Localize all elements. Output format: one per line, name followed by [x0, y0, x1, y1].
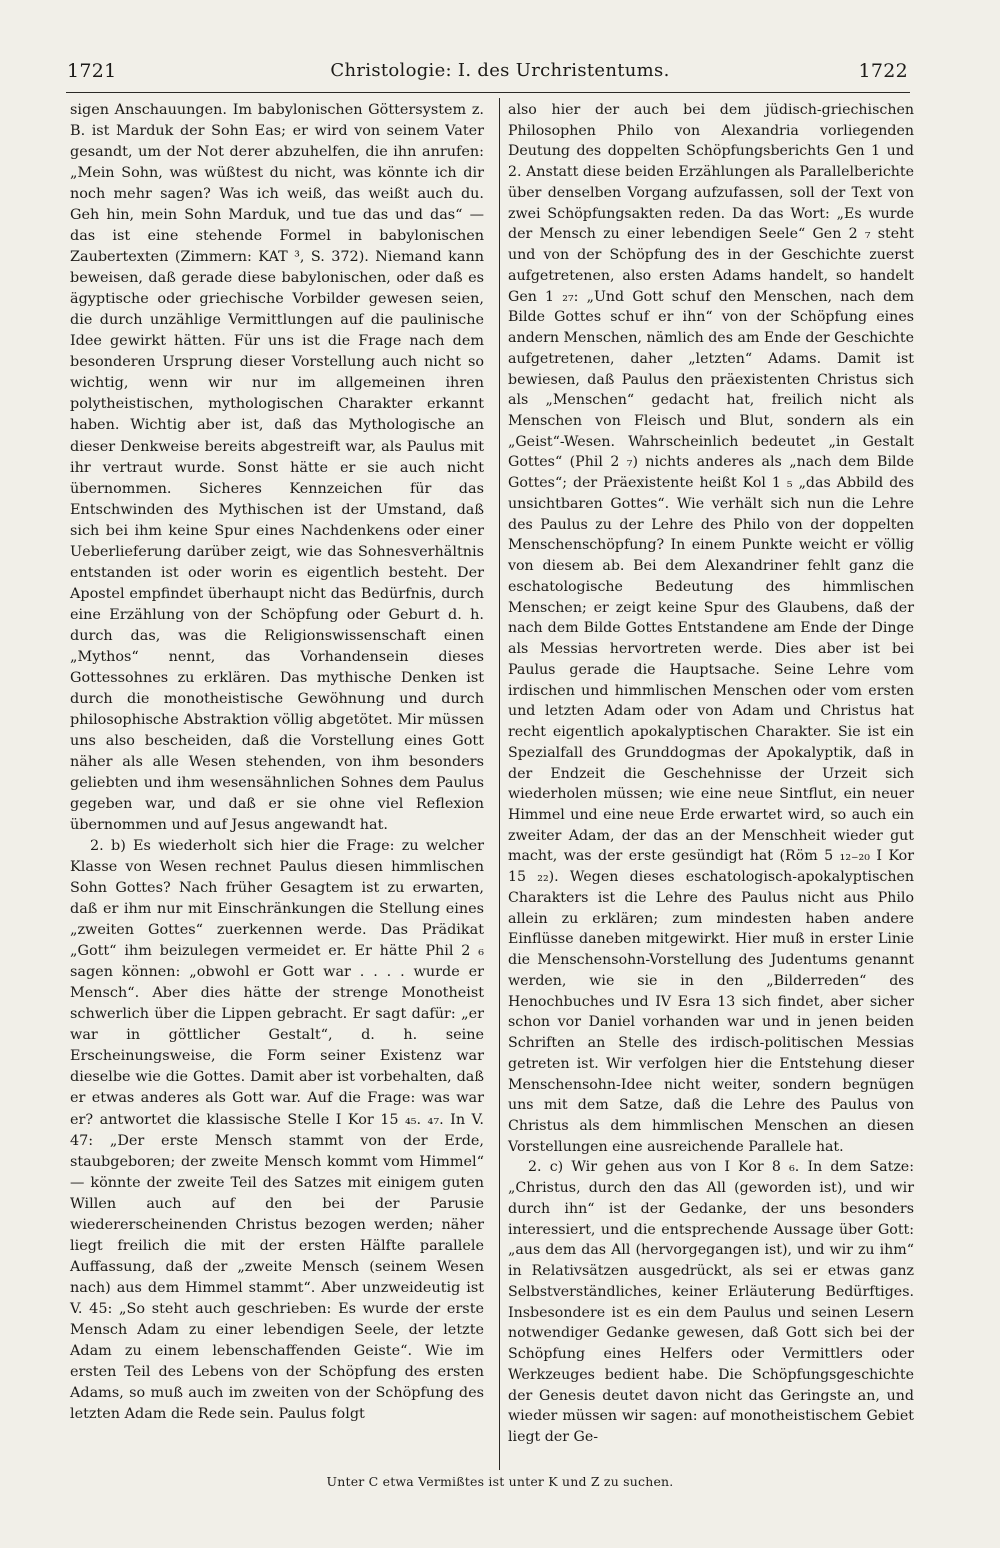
right-paragraph-1: also hier der auch bei dem jüdisch-griechischen Philosophen Philo von Alexandria vorliegenden Deutung des doppelten Schöpfungsberichts Gen 1 und 2. Anstatt diese beiden Erzählungen als Parallelberichte über denselben Vorgang aufzufassen, soll der Text von zwei Schöpfungsakten reden. Da das Wort: „Es wurde der Mensch zu einer lebendigen Seele“ Gen 2 ₇ steht und von der Schöpfung des in der Geschichte zuerst aufgetretenen, also ersten Adams handelt, so handelt Gen 1 ₂₇: „Und Gott schuf den Menschen, nach dem Bilde Gottes schuf er ihn“ von der Schöpfung eines andern Menschen, nämlich des am Ende der Geschichte aufgetretenen, daher „letzten“ Adams. Damit ist bewiesen, daß Paulus den präexistenten Christus sich als „Menschen“ gedacht hat, freilich nicht als Menschen von Fleisch und Blut, sondern als ein „Geist“-Wesen. Wahrscheinlich bedeutet „in Gestalt Gottes“ (Phil 2 ₇) nichts anderes als „nach dem Bilde Gottes“; der Präexistente heißt Kol 1 ₅ „das Abbild des unsichtbaren Gottes“. Wie verhält sich nun die Lehre des Paulus zu der Lehre des Philo von der doppelten Menschenschöpfung? In einem Punkte weicht er völlig von diesem ab. Bei dem Alexandriner fehlt ganz die eschatologische Bedeutung des himmlischen Menschen; er zeigt keine Spur des Glaubens, daß der nach dem Bilde Gottes Entstandene am Ende der Dinge als Messias hervortreten werde. Dies aber ist bei Paulus gerade die Hauptsache. Seine Lehre vom irdischen und himmlischen Menschen oder vom ersten und letzten Adam oder von Adam und Christus hat recht eigentlich apokalyptischen Charakter. Sie ist ein Spezialfall des Grunddogmas der Apokalyptik, daß in der Endzeit die Geschehnisse der Urzeit sich wiederholen müssen; wie eine neue Sintflut, ein neuer Himmel und eine neue Erde erwartet wird, so auch ein zweiter Adam, der das an der Menschheit wieder gut macht, was der erste gesündigt hat (Röm 5 ₁₂₋₂₀ I Kor 15 ₂₂). Wegen dieses eschatologisch-apokalyptischen Charakters ist die Lehre des Paulus nicht aus Philo allein zu erklären; zum mindesten haben andere Einflüsse daneben mitgewirkt. Hier muß in erster Linie die Menschensohn-Vorstellung des Judentums genannt werden, wie sie in den „Bilderreden“ des Henochbuches und IV Esra 13 sich findet, aber sicher schon vor Daniel vorhanden war und in jenen beiden Schriften an Stelle des irdisch-politischen Messias getreten ist. Wir verfolgen hier die Entstehung dieser Menschensohn-Idee nicht weiter, sondern begnügen uns mit dem Satze, daß die Lehre des Paulus von Christus als dem himmlischen Menschen an diesen Vorstellungen eine ausreichende Parallele hat. [508, 102, 914, 1155]
page-number-left: 1721 [67, 60, 117, 82]
left-paragraph-2: 2. b) Es wiederholt sich hier die Frage: zu welcher Klasse von Wesen rechnet Paulus diesen himmlischen Sohn Gottes? Nach früher Gesagtem ist zu erwarten, daß er ihm nur mit Einschränkungen die Stellung eines „zweiten Gottes“ zuerkennen werde. Das Prädikat „Gott“ ihm beizulegen vermeidet er. Er hätte Phil 2 ₆ sagen können: „obwohl er Gott war . . . . wurde er Mensch“. Aber dies hätte der strenge Monotheist schwerlich über die Lippen gebracht. Er sagt dafür: „er war in göttlicher Gestalt“, d. h. seine Erscheinungsweise, die Form seiner Existenz war dieselbe wie die Gottes. Damit aber ist vorbehalten, daß er etwas anderes als Gott war. Auf die Frage: was war er? antwortet die klassische Stelle I Kor 15 ₄₅. ₄₇. In V. 47: „Der erste Mensch stammt von der Erde, staubgeboren; der zweite Mensch kommt vom Himmel“ — könnte der zweite Teil des Satzes mit einigem guten Willen auch auf den bei der Parusie wiedererscheinenden Christus bezogen werden; näher liegt freilich die mit der ersten Hälfte parallele Auffassung, daß der „zweite Mensch (seinem Wesen nach) aus dem Himmel stammt“. Aber unzweideutig ist V. 45: „So steht auch geschrieben: Es wurde der erste Mensch Adam zu einer lebendigen Seele, der letzte Adam zu einem lebenschaffenden Geiste“. Wie im ersten Teil des Lebens von der Schöpfung des ersten Adams, so muß auch im zweiten von der Schöpfung des letzten Adam die Rede sein. Paulus folgt [70, 838, 484, 1422]
page-number-right: 1722 [858, 60, 908, 82]
header-rule [66, 92, 910, 93]
left-column [70, 100, 484, 1425]
left-paragraph-1: sigen Anschauungen. Im babylonischen Göttersystem z. B. ist Marduk der Sohn Eas; er wird von seinem Vater gesandt, um der Not derer abzuhelfen, die ihn anrufen: „Mein Sohn, was wüßtest du nicht, was könnte ich dir noch mehr sagen? Was ich weiß, das weißt auch du. Geh hin, mein Sohn Marduk, und tue das und das“ — das ist eine stehende Formel in babylonischen Zaubertexten (Zimmern: KAT ³, S. 372). Niemand kann beweisen, daß gerade diese babylonischen, oder daß es ägyptische oder griechische Vorbilder gewesen seien, die durch unzählige Vermittlungen auf die paulinische Idee gewirkt hätten. Für uns ist die Frage nach dem besonderen Ursprung dieser Vorstellung auch nicht so wichtig, wenn wir nur im allgemeinen ihren polytheistischen, mythologischen Charakter erkannt haben. Wichtig aber ist, daß das Mythologische an dieser Denkweise bereits abgestreift war, als Paulus mit ihr vertraut wurde. Sonst hätte er sie auch nicht übernommen. Sicheres Kennzeichen für das Entschwinden des Mythischen ist der Umstand, daß sich bei ihm keine Spur eines Nachdenkens oder einer Ueberlieferung darüber zeigt, wie das Sohnesverhältnis entstanden ist oder worin es eigentlich besteht. Der Apostel empfindet überhaupt nicht das Bedürfnis, durch eine Erzählung von der Schöpfung oder Geburt d. h. durch das, was die Religionswissenschaft einen „Mythos“ nennt, das Vorhandensein dieses Gottessohnes zu erklären. Das mythische Denken ist durch die monotheistische Gewöhnung und durch philosophische Abstraktion völlig abgetötet. Mir müssen uns also bescheiden, daß die Vorstellung eines Gott näher als alle Wesen stehenden, von ihm besonders geliebten und ihm wesensähnlichen Sohnes dem Paulus gegeben war, und daß er sie ohne viel Reflexion übernommen und auf Jesus angewandt hat. [70, 102, 484, 834]
column-divider [499, 98, 500, 1470]
footer-note: Unter C etwa Vermißtes ist unter K und Z zu suchen. [326, 1474, 674, 1489]
right-column [508, 100, 914, 1448]
running-title: Christologie: I. des Urchristentums. [330, 60, 670, 81]
right-paragraph-2: 2. c) Wir gehen aus von I Kor 8 ₆. In dem Satze: „Christus, durch den das All (geworden ist), und wir durch ihn“ ist der Gedanke, der uns besonders interessiert, und die entsprechende Aussage über Gott: „aus dem das All (hervorgegangen ist), und wir zu ihm“ in Relativsätzen ausgedrückt, als sei er etwas ganz Selbstverständliches, keiner Erläuterung Bedürftiges. Insbesondere ist es ein dem Paulus und seinen Lesern notwendiger Gedanke gewesen, daß Gott sich bei der Schöpfung eines Helfers oder Vermittlers oder Werkzeuges bedient habe. Die Schöpfungsgeschichte der Genesis deutet davon nicht das Geringste an, und wieder müssen wir sagen: auf monotheistischem Gebiet liegt der Ge- [508, 1159, 914, 1445]
